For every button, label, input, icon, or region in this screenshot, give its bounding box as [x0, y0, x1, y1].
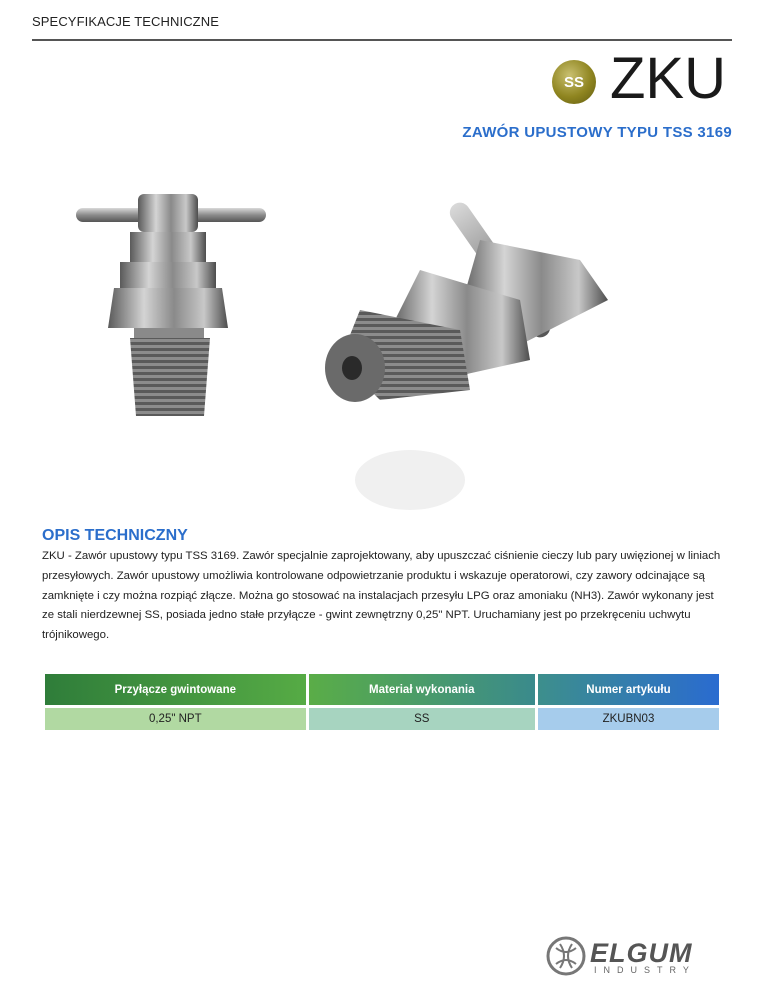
table-cell-material: SS	[309, 708, 535, 730]
material-badge: SS	[552, 60, 596, 104]
table-cell-connection: 0,25" NPT	[45, 708, 306, 730]
logo-subtitle: INDUSTRY	[594, 965, 696, 975]
product-subtitle: ZAWÓR UPUSTOWY TYPU TSS 3169	[462, 124, 732, 141]
product-image	[60, 150, 710, 510]
table-cell-article: ZKUBN03	[538, 708, 719, 730]
table-header-article: Numer artykułu	[538, 674, 719, 705]
valve-angled-view	[325, 199, 608, 510]
valve-front-view	[76, 194, 266, 416]
table-header-material: Materiał wykonania	[309, 674, 535, 705]
header-label: SPECYFIKACJE TECHNICZNE	[32, 14, 219, 29]
header-divider	[32, 39, 732, 41]
product-code: ZKU	[610, 46, 726, 111]
logo-wordmark: ELGUM	[590, 938, 693, 968]
spec-table	[42, 674, 722, 730]
section-title: OPIS TECHNICZNY	[42, 527, 188, 544]
technical-description: ZKU - Zawór upustowy typu TSS 3169. Zawór specjalnie zaprojektowany, aby upuszczać ciśnienie cieczy lub pary uwięzionej w liniach przesyłowych. Zawór upustowy umożliwia kontrolowane odpowietrzanie produktu i wskazuje operatorowi, czy zawory odcinające są zamknięte i czy można rozpiąć złącze. Można go stosować na instalacjach przesyłu LPG oraz amoniaku (NH3). Zawór wykonany jest ze stali nierdzewnej SS, posiada jedno stałe przyłącze - gwint zewnętrzny 0,25" NPT. Uruchamiany jest po przekręceniu uchwytu trójnikowego.	[42, 550, 721, 642]
table-header-connection: Przyłącze gwintowane	[45, 674, 306, 705]
